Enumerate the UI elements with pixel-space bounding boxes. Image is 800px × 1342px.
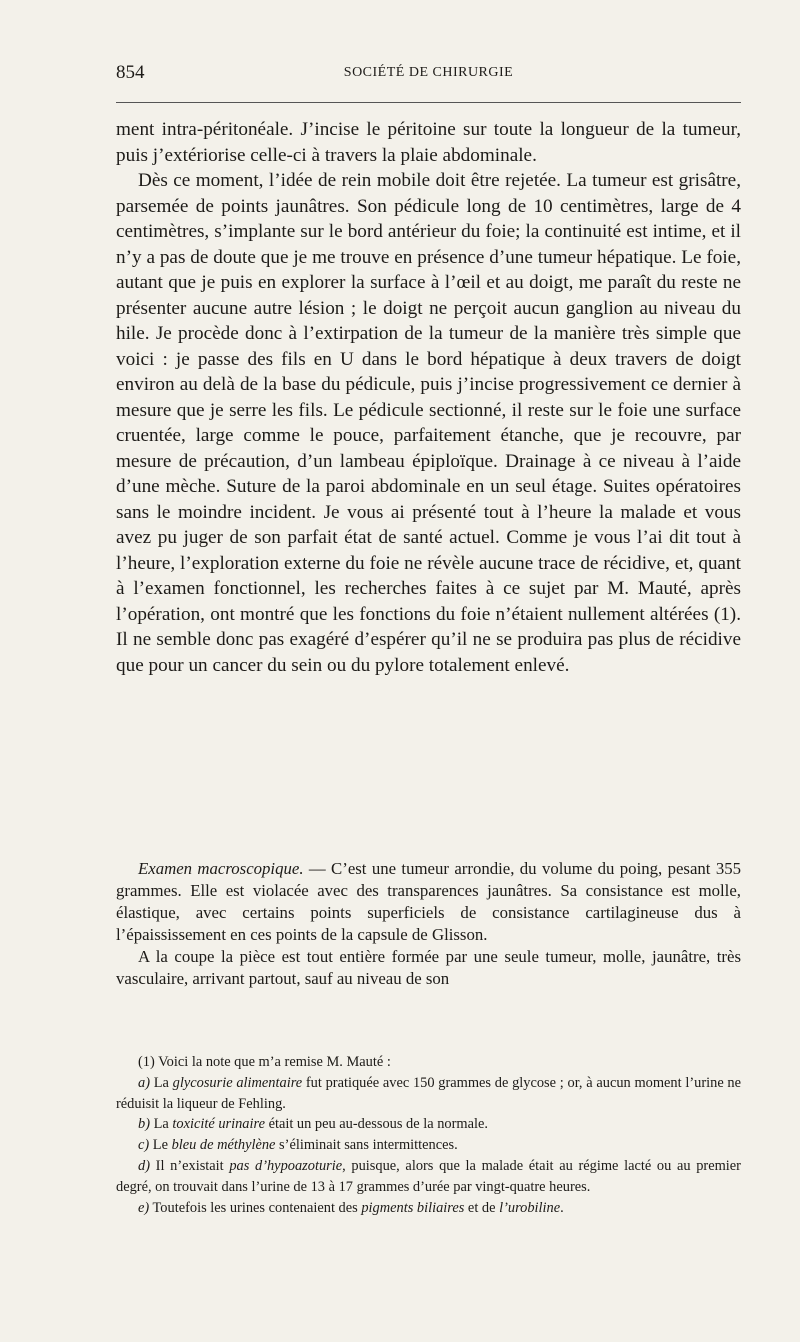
footnote-e-italic-1: pigments biliaires bbox=[361, 1199, 465, 1216]
footnote-c-label: c) bbox=[138, 1137, 150, 1154]
paragraph-operation: Dès ce moment, l’idée de rein mobile doit être rejetée. La tumeur est grisâtre, parsemée de points jaunâtres. Son pédicule long de 10 centimètres, large de 4 centimètres, s’implante sur le bord antérieur du foie; la continuité est intime, et il n’y a pas de doute que je me trouve en présence d’une tumeur hépatique. Le foie, autant que je puis en explorer la surface à l’œil et au doigt, me paraît du reste ne présenter aucune autre lésion ; le doigt ne perçoit aucun ganglion au niveau du hile. Je procède donc à l’extirpation de la tumeur de la manière très simple que voici : je passe des fils en U dans le bord hépatique à deux travers de doigt environ au delà de la base du pédicule, puis j’incise progressivement ce dernier à mesure que je serre les fils. Le pédicule sectionné, il reste sur le foie une surface cruentée, large comme le pouce, parfaitement étanche, que je recouvre, par mesure de précaution, d’un lambeau épiploïque. Drainage à ce niveau à l’aide d’une mèche. Suture de la paroi abdominale en un seul étage. Suites opératoires sans le moindre incident. Je vous ai présenté tout à l’heure la malade et vous avez pu juger de son parfait état de santé actuel. Comme je vous l’ai dit tout à l’heure, l’exploration externe du foie ne révèle aucune trace de récidive, et, quant à l’examen fonctionnel, les recherches faites à ce sujet par M. Mauté, après l’opération, ont montré que les fonctions du foie n’étaient nullement altérées (1). Il ne semble donc pas exagéré d’espérer qu’il ne se produira pas plus de récidive que pour un cancer du sein ou du pylore totalement enlevé. bbox=[116, 170, 741, 676]
footnote-a-post: fut pratiquée avec 150 grammes de glycose ; or, à aucun moment l’urine ne réduisit la liqueur de Fehling. bbox=[116, 1074, 742, 1112]
footnote-d bbox=[116, 1156, 741, 1198]
examination-heading: Examen macroscopique. bbox=[138, 859, 304, 878]
footnote-b-italic: toxicité urinaire bbox=[172, 1116, 265, 1133]
footnote-c-post: s’éliminait sans intermittences. bbox=[275, 1137, 458, 1154]
footnote-a-pre: La bbox=[150, 1074, 173, 1091]
footnote-b-pre: La bbox=[150, 1116, 173, 1133]
examination-text: — C’est une tumeur arrondie, du volume du poing, pesant 355 grammes. Elle est violacée avec des transparences jaunâtres. Sa consistance est molle, élastique, avec certains points superficiels de consistance cartilagineuse dus à l’épaississement en ces points de la capsule de Glisson. bbox=[116, 859, 741, 944]
page-header bbox=[116, 58, 741, 84]
footnote-a-label: a) bbox=[138, 1074, 150, 1091]
footnote-b-label: b) bbox=[138, 1116, 150, 1133]
footnote-b-post: était un peu au-dessous de la normale. bbox=[264, 1116, 488, 1133]
footnote-intro: (1) Voici la note que m’a remise M. Mauté : bbox=[138, 1054, 391, 1070]
section-paragraph: A la coupe la pièce est tout entière formée par une seule tumeur, molle, jaunâtre, très vasculaire, arrivant partout, sauf au niveau de son bbox=[116, 946, 741, 988]
header-divider bbox=[116, 102, 741, 103]
running-head: SOCIÉTÉ DE CHIRURGIE bbox=[343, 65, 514, 80]
footnote-a-italic: glycosurie alimentaire bbox=[172, 1074, 303, 1091]
examination-section bbox=[116, 858, 741, 989]
footnote-e-italic-2: l’urobiline bbox=[499, 1199, 561, 1216]
footnote-e bbox=[116, 1198, 741, 1219]
footnote-a bbox=[116, 1073, 741, 1115]
footnote-d-label: d) bbox=[138, 1157, 150, 1174]
footnote-d-italic: pas d’hypoazoturie bbox=[229, 1157, 343, 1174]
footnote-e-label: e) bbox=[138, 1199, 150, 1216]
footnote-e-end: . bbox=[560, 1199, 564, 1216]
main-text bbox=[116, 117, 741, 678]
footnote-d-pre: Il n’existait bbox=[150, 1157, 230, 1174]
footnote-e-mid: et de bbox=[464, 1199, 500, 1216]
footnotes bbox=[116, 1052, 741, 1218]
paragraph-continuation: ment intra-péritonéale. J’incise le péritoine sur toute la longueur de la tumeur, puis j’extériorise celle-ci à travers la plaie abdominale. bbox=[116, 119, 741, 166]
footnote-c-italic: bleu de méthylène bbox=[171, 1137, 276, 1154]
page-number: 854 bbox=[116, 62, 145, 83]
footnote-c bbox=[116, 1135, 741, 1156]
footnote-e-pre: Toutefois les urines contenaient des bbox=[149, 1199, 362, 1216]
footnote-d-post: , puisque, alors que la malade était au régime lacté ou au premier degré, on trouvait dans l’urine de 13 à 17 grammes d’urée par vingt-quatre heures. bbox=[116, 1157, 741, 1195]
examination-paragraph bbox=[116, 858, 741, 946]
footnote-c-pre: Le bbox=[149, 1137, 172, 1154]
footnote-b bbox=[116, 1114, 741, 1135]
